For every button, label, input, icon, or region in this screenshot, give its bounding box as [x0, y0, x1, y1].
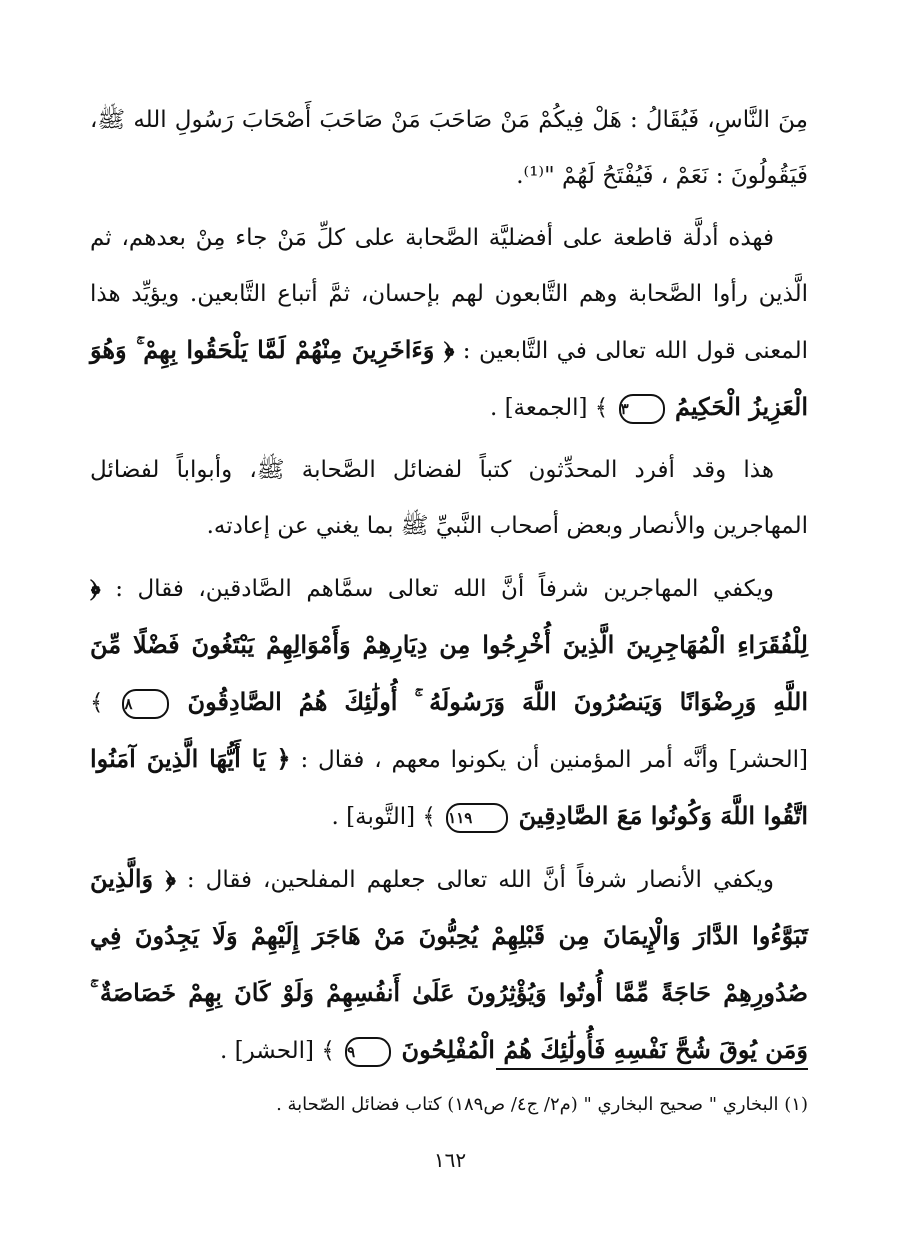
page-number: ١٦٢	[433, 1148, 467, 1172]
paragraph-muhaddithun	[90, 442, 808, 554]
footnote: (١) البخاري " صحيح البخاري " (م٢/ ج٤/ ص١٨٩) كتاب فضائل الصّحابة .	[276, 1094, 808, 1115]
main-text	[90, 92, 808, 1079]
quran-verse-jumua: ﴿ وَءَاخَرِينَ مِنْهُمْ لَمَّا يَلْحَقُوا بِهِمْ ۚ وَهُوَ الْعَزِيزُ الْحَكِيمُ	[90, 335, 808, 421]
hadith-text: مِنَ النَّاسِ، فَيُقَالُ : هَلْ فِيكُمْ مَنْ صَاحَبَ مَنْ صَاحَبَ أَصْحَابَ رَسُولِ الله ﷺ، فَيَقُولُونَ : نَعَمْ ، فَيُفْتَحُ لَهُمْ "⁽¹⁾.	[90, 107, 808, 189]
paragraph-muhajirin	[90, 560, 808, 845]
ayah-number-3: ٣	[619, 394, 665, 424]
footnote-divider	[496, 1068, 808, 1070]
quran-verse-hashr-8: ﴿ لِلْفُقَرَاءِ الْمُهَاجِرِينَ الَّذِينَ أُخْرِجُوا مِن دِيَارِهِمْ وَأَمْوَالِهِمْ يَبْتَغُونَ فَضْلًا مِّنَ اللَّهِ وَرِضْوَانًا وَيَنصُرُونَ اللَّهَ وَرَسُولَهُ ۚ أُولَٰئِكَ هُمُ الصَّادِقُونَ	[90, 573, 809, 716]
ansar-text: ويكفي الأنصار شرفاً أنَّ الله تعالى جعلهم المفلحين، فقال :	[186, 867, 774, 893]
muhajirin-text: ويكفي المهاجرين شرفاً أنَّ الله تعالى سمَّاهم الصَّادقين، فقال :	[115, 576, 775, 602]
muhaddithun-text: هذا وقد أفرد المحدِّثون كتباً لفضائل الصَّحابة ﷺ، وأبواباً لفضائل المهاجرين والأنصار وبعض أصحاب النَّبيِّ ﷺ بما يغني عن إعادته.	[90, 457, 808, 539]
hashr-reference-text: ﴾ [الحشر] وأنَّه أمر المؤمنين أن يكونوا معهم ، فقال :	[90, 690, 808, 773]
paragraph-hadith-end	[90, 92, 808, 204]
ayah-number-8: ٨	[122, 689, 168, 719]
paragraph-ansar	[90, 851, 808, 1079]
evidence-text: فهذه أدلَّة قاطعة على أفضليَّة الصَّحابة على كلِّ مَنْ جاء مِنْ بعدهم، ثم الَّذين رأوا الصَّحابة وهم التَّابعون لهم بإحسان، ثمَّ أتباع التَّابعين. ويؤيِّد هذا المعنى قول الله تعالى في التَّابعين :	[90, 225, 809, 364]
ayah-number-9: ٩	[345, 1037, 391, 1067]
surah-reference-tawba: ﴾ [التَّوبة] .	[331, 804, 436, 830]
paragraph-evidence	[90, 210, 808, 436]
ayah-number-119: ١١٩	[446, 803, 508, 833]
surah-reference-hashr: ﴾ [الحشر] .	[220, 1038, 335, 1064]
quran-verse-tawba-119: ﴿ يَا أَيُّهَا الَّذِينَ آمَنُوا اتَّقُوا اللَّهَ وَكُونُوا مَعَ الصَّادِقِينَ	[90, 744, 808, 830]
surah-reference-jumua: ﴾ [الجمعة] .	[489, 395, 609, 421]
quran-verse-hashr-9: ﴿ وَالَّذِينَ تَبَوَّءُوا الدَّارَ وَالْإِيمَانَ مِن قَبْلِهِمْ يُحِبُّونَ مَنْ هَاجَرَ إِلَيْهِمْ وَلَا يَجِدُونَ فِي صُدُورِهِمْ حَاجَةً مِّمَّا أُوتُوا وَيُؤْثِرُونَ عَلَىٰ أَنفُسِهِمْ وَلَوْ كَانَ بِهِمْ خَصَاصَةٌ ۚ وَمَن يُوقَ شُحَّ نَفْسِهِ فَأُولَٰئِكَ هُمُ الْمُفْلِحُونَ	[90, 864, 808, 1064]
